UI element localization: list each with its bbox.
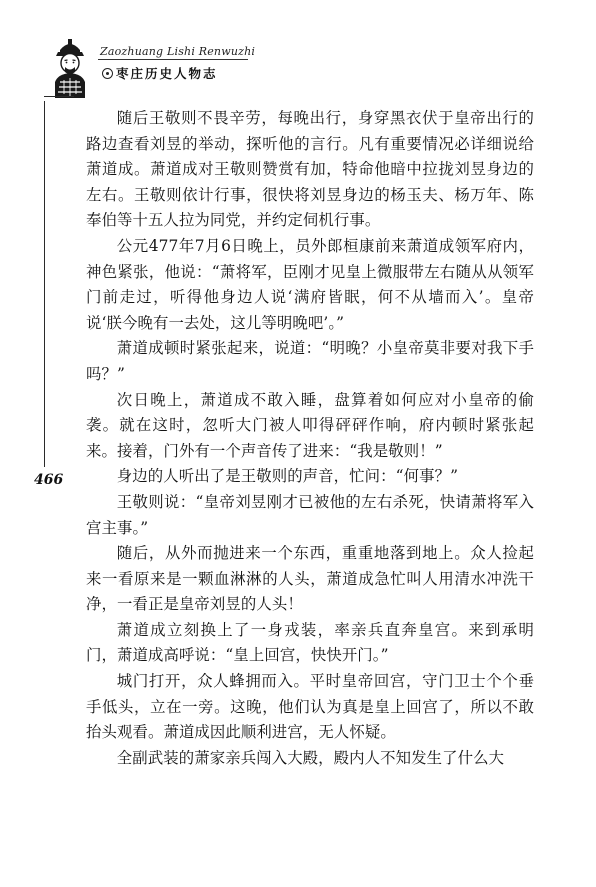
body-text — [86, 106, 534, 771]
series-title: Zaozhuang Lishi Renwuzhi — [100, 45, 256, 58]
paragraph: 次日晚上，萧道成不敢入睡，盘算着如何应对小皇帝的偷袭。就在这时，忽听大门被人叩得砰砰作响，府内顿时紧张起来。接着，门外有一个声音传了进来：“我是敬则！” — [86, 390, 534, 460]
header-rule — [98, 59, 248, 60]
paragraph: 身边的人听出了是王敬则的声音，忙问：“何事？” — [116, 467, 459, 486]
paragraph: 城门打开，众人蜂拥而入。平时皇帝回宫，守门卫士个个垂手低头，立在一旁。这晚，他们认为真是皇上回宫了，所以不敢抬头观看。萧道成因此顺利进宫，无人怀疑。 — [86, 672, 534, 742]
paragraph: 公元477年7月6日晚上，员外郎桓康前来萧道成领军府内，神色紧张，他说：“萧将军，臣刚才见皇上微服带左右随从从领军门前走过，听得他身边人说‘满府皆眠，何不从墙而入’。皇帝说‘朕今晚有一去处，这儿等明晚吧’。” — [86, 236, 534, 332]
margin-rule-top — [44, 96, 74, 97]
paragraph: 随后，从外而抛进来一个东西，重重地落到地上。众人捡起来一看原来是一颗血淋淋的人头，萧道成急忙叫人用清水冲洗干净，一看正是皇帝刘昱的人头！ — [86, 544, 534, 614]
page-number: 466 — [34, 472, 64, 488]
section-title-text: 枣庄历史人物志 — [116, 66, 218, 81]
margin-rule — [44, 101, 45, 467]
paragraph: 王敬则说：“皇帝刘昱刚才已被他的左右杀死，快请萧将军入宫主事。” — [86, 492, 534, 537]
paragraph: 全副武装的萧家亲兵闯入大殿，殿内人不知发生了什么大 — [116, 748, 505, 767]
paragraph: 萧道成顿时紧张起来，说道：“明晚？小皇帝莫非要对我下手吗？” — [86, 339, 534, 383]
paragraph: 萧道成立刻换上了一身戎装，率亲兵直奔皇宫。来到承明门，萧道成高呼说：“皇上回宫，快快开门。” — [86, 620, 534, 665]
portrait-illustration — [46, 36, 94, 98]
page-header — [0, 0, 596, 100]
paragraph: 随后王敬则不畏辛劳，每晚出行，身穿黑衣伏于皇帝出行的路边查看刘昱的举动，探听他的言行。凡有重要情况必详细说给萧道成。萧道成对王敬则赞赏有加，特命他暗中拉拢刘昱身边的左右。王敬则依计行事，很快将刘昱身边的杨玉夫、杨万年、陈奉伯等十五人拉为同党，并约定伺机行事。 — [86, 109, 534, 230]
circle-bullet-icon — [102, 68, 113, 79]
section-title — [102, 64, 218, 82]
